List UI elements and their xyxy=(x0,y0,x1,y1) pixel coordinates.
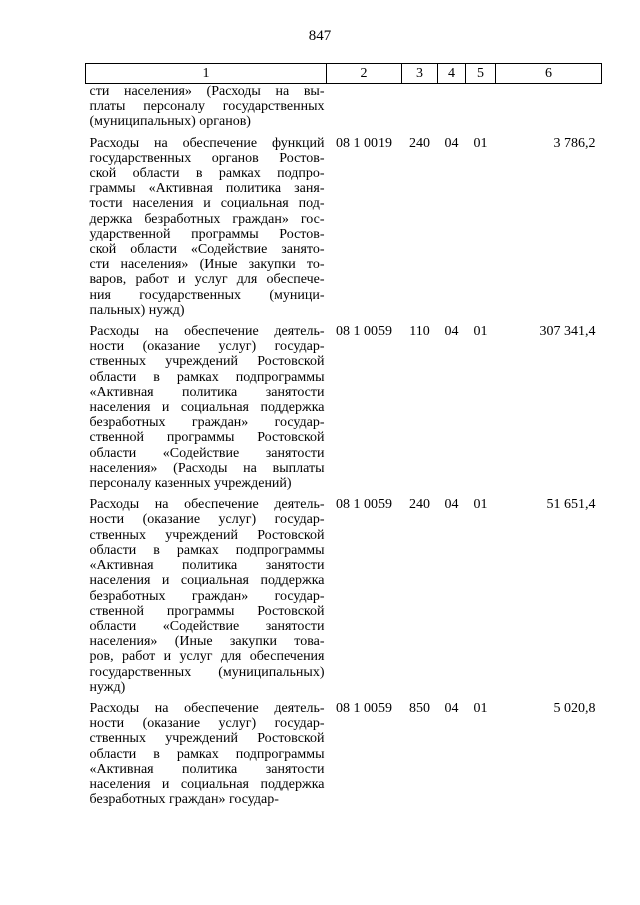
amount-cell: 51 651,4 xyxy=(546,497,596,513)
description-line: ственной программы Ростовской xyxy=(89,430,325,446)
amount-cell: 307 341,4 xyxy=(539,324,596,340)
row-description xyxy=(86,701,327,813)
description-line: ния государственных (муници- xyxy=(89,287,325,303)
section-cell: 04 xyxy=(444,700,459,716)
description-line: нужд) xyxy=(89,679,126,695)
budget-table xyxy=(85,63,602,813)
description-line: «Активная политика занятости xyxy=(89,761,325,777)
description-line: (муниципальных) органов) xyxy=(89,114,251,130)
description-line: тости населения и социальная под- xyxy=(89,196,325,212)
column-header-target-code: 2 xyxy=(327,64,402,84)
description-line: платы персоналу государственных xyxy=(89,99,325,115)
description-line: Расходы на обеспечение деятель- xyxy=(89,497,325,513)
description-line: ударственной программы Ростов- xyxy=(89,226,325,242)
description-line: населения» (Иные закупки това- xyxy=(89,634,325,650)
description-line: «Активная политика занятости xyxy=(89,384,325,400)
target-code-cell: 08 1 0019 xyxy=(336,135,392,151)
table-header-row xyxy=(86,64,602,84)
description-line: населения и социальная поддержка xyxy=(89,400,325,416)
description-line: населения и социальная поддержка xyxy=(89,573,325,589)
description-line: ственной программы Ростовской xyxy=(89,603,325,619)
description-line: безработных граждан» государ- xyxy=(89,415,325,431)
expense-type-cell: 240 xyxy=(409,135,430,151)
subsection-cell: 01 xyxy=(473,497,488,513)
description-line: ности (оказание услуг) государ- xyxy=(89,512,325,528)
section-cell: 04 xyxy=(444,497,459,513)
table-row xyxy=(86,136,602,324)
description-line: государственных органов Ростов- xyxy=(89,150,325,166)
subsection-cell: 01 xyxy=(473,324,488,340)
table-body xyxy=(86,84,602,814)
description-line: населения и социальная поддержка xyxy=(89,776,325,792)
description-line: ской области «Содействие занято- xyxy=(89,242,325,258)
description-line: ров, работ и услуг для обеспечения xyxy=(89,649,325,665)
table-row xyxy=(86,701,602,813)
page-number: 847 xyxy=(308,28,332,44)
description-line: персоналу казенных учреждений) xyxy=(89,476,292,492)
table-row xyxy=(86,324,602,497)
section-cell: 04 xyxy=(444,135,459,151)
target-code-cell: 08 1 0059 xyxy=(336,700,392,716)
column-header-description: 1 xyxy=(86,64,327,84)
description-line: Расходы на обеспечение деятель- xyxy=(89,700,325,716)
description-line: Расходы на обеспечение функций xyxy=(89,135,325,151)
row-description xyxy=(86,324,327,497)
column-header-subsection: 5 xyxy=(466,64,496,84)
expense-type-cell: 850 xyxy=(409,700,430,716)
description-line: области в рамках подпрограммы xyxy=(89,369,325,385)
description-line: сти населения» (Расходы на вы- xyxy=(89,84,325,99)
description-line: области «Содействие занятости xyxy=(89,445,325,461)
description-line: ственных учреждений Ростовской xyxy=(89,354,325,370)
column-header-section: 4 xyxy=(438,64,466,84)
row-description xyxy=(86,497,327,701)
subsection-cell: 01 xyxy=(473,135,488,151)
description-line: варов, работ и услуг для обеспече- xyxy=(89,272,325,288)
description-line: ности (оказание услуг) государ- xyxy=(89,716,325,732)
target-code-cell: 08 1 0059 xyxy=(336,497,392,513)
description-line: государственных (муниципальных) xyxy=(89,664,325,680)
description-line: области «Содействие занятости xyxy=(89,618,325,634)
description-line: Расходы на обеспечение деятель- xyxy=(89,324,325,340)
description-line: безработных граждан» государ- xyxy=(89,588,325,604)
expense-type-cell: 240 xyxy=(409,497,430,513)
description-line: населения» (Расходы на выплаты xyxy=(89,460,325,476)
amount-cell: 3 786,2 xyxy=(553,135,596,151)
subsection-cell: 01 xyxy=(473,700,488,716)
description-line: ственных учреждений Ростовской xyxy=(89,731,325,747)
section-cell: 04 xyxy=(444,324,459,340)
target-code-cell: 08 1 0059 xyxy=(336,324,392,340)
description-line: сти населения» (Иные закупки то- xyxy=(89,257,325,273)
description-line: области в рамках подпрограммы xyxy=(89,746,325,762)
description-line: «Активная политика занятости xyxy=(89,558,325,574)
column-header-expense-type: 3 xyxy=(402,64,438,84)
description-line: граммы «Активная политика заня- xyxy=(89,181,325,197)
description-line: ственных учреждений Ростовской xyxy=(89,527,325,543)
description-line: ности (оказание услуг) государ- xyxy=(89,339,325,355)
row-description xyxy=(86,136,327,324)
table-row xyxy=(86,497,602,701)
continuation-description xyxy=(86,84,327,136)
description-line: держка безработных граждан» гос- xyxy=(89,211,325,227)
amount-cell: 5 020,8 xyxy=(553,700,596,716)
description-line: пальных) нужд) xyxy=(89,302,185,318)
description-line: ской области в рамках подпро- xyxy=(89,166,325,182)
column-header-amount: 6 xyxy=(496,64,602,84)
description-line: безработных граждан» государ- xyxy=(89,792,279,808)
expense-type-cell: 110 xyxy=(409,324,430,340)
description-line: области в рамках подпрограммы xyxy=(89,542,325,558)
table-row-continuation xyxy=(86,84,602,136)
